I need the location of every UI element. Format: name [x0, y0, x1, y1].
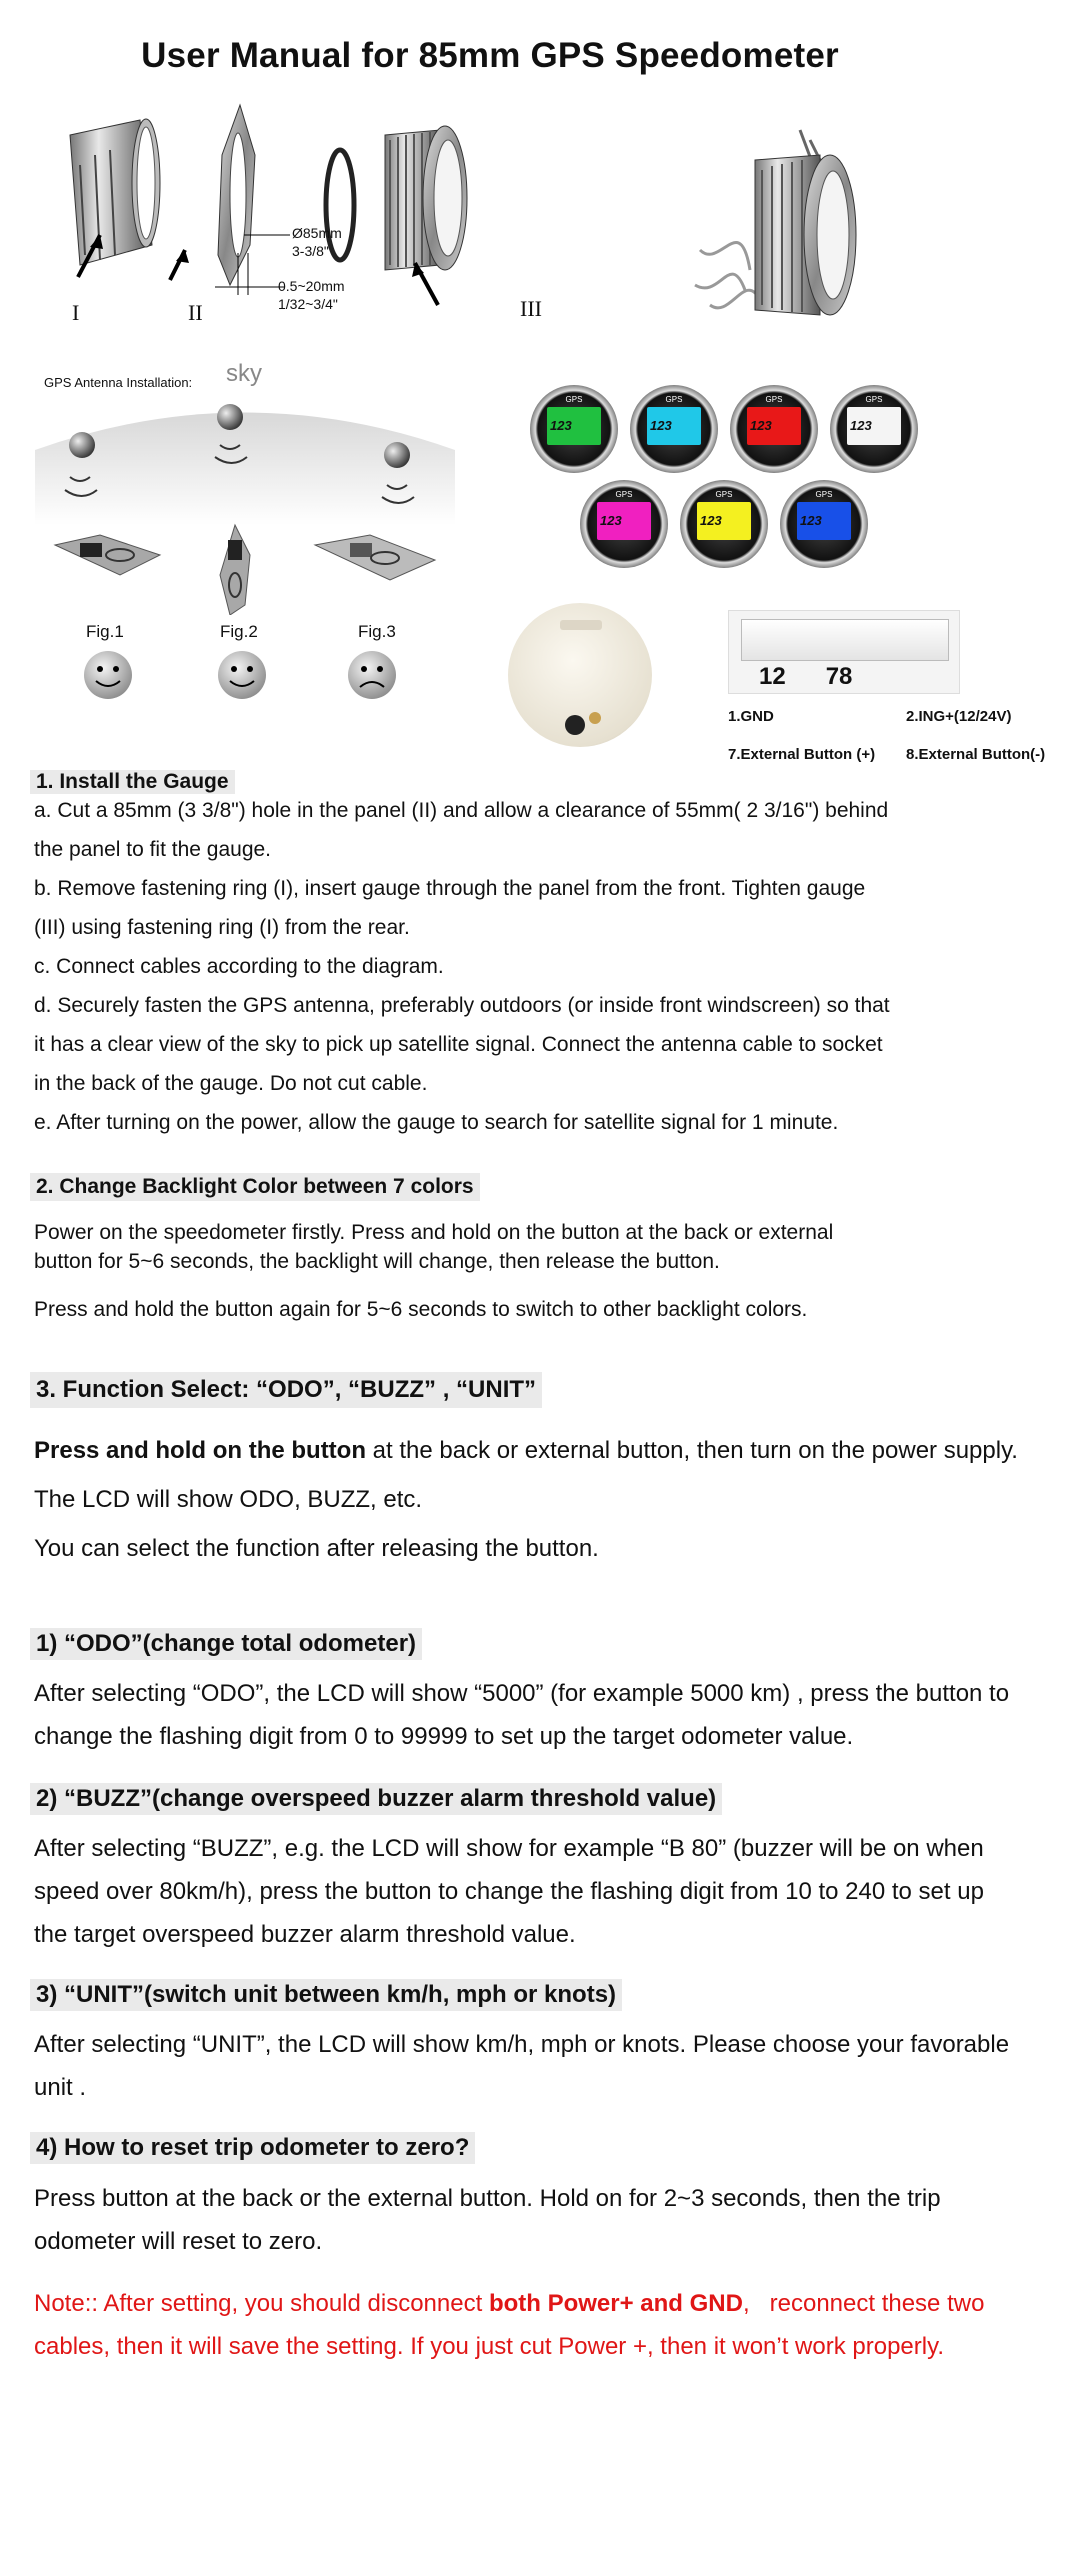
part-label-3: III [520, 296, 542, 321]
buzz-line2: speed over 80km/h), press the button to change the flashing digit from 10 to 240 to set up [34, 1878, 984, 1905]
antenna-installation-title: GPS Antenna Installation: [44, 375, 193, 390]
step-d-line2: it has a clear view of the sky to pick up satellite signal. Connect the antenna cable to socket [34, 1033, 883, 1056]
reset-line1: Press button at the back or the external button. Hold on for 2~3 seconds, then the trip [34, 2185, 941, 2212]
gauge-gps-tag: GPS [815, 490, 833, 499]
gauge-gps-tag: GPS [665, 395, 683, 404]
dimension-thickness: 0.5~20mm [278, 278, 345, 294]
step-e: e. After turning on the power, allow the gauge to search for satellite signal for 1 minute. [34, 1111, 839, 1134]
odo-body [34, 1672, 1054, 1758]
reset-body [34, 2177, 1054, 2263]
buzz-line1: After selecting “BUZZ”, e.g. the LCD will show for example “B 80” (buzzer will be on when [34, 1835, 984, 1862]
reset-line2: odometer will reset to zero. [34, 2228, 323, 2255]
pin-button-plus-label: 7.External Button (+) [728, 746, 876, 763]
gauge-gps-tag: GPS [615, 490, 633, 499]
dimension-diameter-inch: 3-3/8" [292, 243, 329, 259]
page-title: User Manual for 85mm GPS Speedometer [141, 36, 839, 75]
step-d-line1: d. Securely fasten the GPS antenna, preferably outdoors (or inside front windscreen) so that [34, 994, 890, 1017]
odo-line2: change the flashing digit from 0 to 99999 to set up the target odometer value. [34, 1723, 854, 1750]
pin-button-minus-label: 8.External Button(-) [906, 746, 1046, 763]
color-gauge [830, 385, 918, 473]
note-bold: both Power+ and GND [488, 2290, 743, 2317]
gauge-gps-tag: GPS [715, 490, 733, 499]
part-label-2: II [188, 300, 203, 325]
reset-heading: 4) How to reset trip odometer to zero? [30, 2132, 475, 2164]
connector-photo [728, 610, 960, 694]
step-a-line2: the panel to fit the gauge. [34, 838, 272, 861]
color-gauge [530, 385, 618, 473]
backlight-color-gauges [530, 385, 930, 565]
gauge-lcd-screen [647, 407, 701, 445]
note-post: , reconnect these two [742, 2290, 985, 2317]
smiley-faces [80, 645, 440, 705]
sky-label: sky [226, 360, 262, 387]
dimension-diameter: Ø85mm [292, 225, 342, 241]
section1-body [34, 791, 1054, 1142]
gauge-reading: 123 [650, 418, 672, 433]
section3-heading: 3. Function Select: “ODO”, “BUZZ” , “UNIT” [30, 1372, 542, 1408]
section2-heading: 2. Change Backlight Color between 7 colors [30, 1173, 480, 1201]
section3-body [34, 1426, 1054, 1573]
odo-heading: 1) “ODO”(change total odometer) [30, 1628, 422, 1660]
happy-face-icon [84, 651, 132, 699]
color-gauge [780, 480, 868, 568]
gauge-reading: 123 [550, 418, 572, 433]
step-b-line2: (III) using fastening ring (I) from the rear. [34, 916, 410, 939]
backlight-line3: Press and hold the button again for 5~6 seconds to switch to other backlight colors. [34, 1298, 808, 1321]
pin-ign-label: 2.ING+(12/24V) [906, 708, 1012, 725]
color-gauge [580, 480, 668, 568]
gauge-lcd-screen [697, 502, 751, 540]
o-ring-drawing [326, 150, 354, 260]
note-pre: Note:: After setting, you should disconnect [34, 2290, 489, 2317]
gauge-lcd-screen [797, 502, 851, 540]
connector-pin-numbers: 12 78 [759, 663, 853, 690]
happy-face-icon [218, 651, 266, 699]
buzz-heading: 2) “BUZZ”(change overspeed buzzer alarm threshold value) [30, 1783, 722, 1815]
fig2-label: Fig.2 [220, 622, 258, 641]
step-b-line1: b. Remove fastening ring (I), insert gauge through the panel from the front. Tighten gauge [34, 877, 866, 900]
part-label-1: I [72, 300, 80, 325]
fastening-ring-drawing [70, 119, 160, 265]
lcd-show-line: The LCD will show ODO, BUZZ, etc. [34, 1486, 423, 1513]
gauge-back-photo [505, 600, 655, 750]
gauge-reading: 123 [800, 513, 822, 528]
gauge-gps-tag: GPS [765, 395, 783, 404]
assembled-gauge-drawing [690, 100, 890, 330]
color-gauge [630, 385, 718, 473]
buzz-body [34, 1827, 1054, 1956]
unit-heading: 3) “UNIT”(switch unit between km/h, mph or knots) [30, 1979, 622, 2011]
sad-face-icon [348, 651, 396, 699]
note-line2: cables, then it will save the setting. If you just cut Power +, then it won’t work properly. [34, 2333, 944, 2360]
press-hold-rest: at the back or external button, then turn on the power supply. [366, 1437, 1018, 1464]
gauge-reading: 123 [700, 513, 722, 528]
gauge-lcd-screen [747, 407, 801, 445]
gauge-body-drawing [385, 126, 467, 270]
gauge-gps-tag: GPS [865, 395, 883, 404]
color-gauge [680, 480, 768, 568]
fig3-label: Fig.3 [358, 622, 396, 641]
gauge-reading: 123 [850, 418, 872, 433]
color-gauge [730, 385, 818, 473]
press-hold-bold: Press and hold on the button [34, 1437, 366, 1464]
pin-gnd-label: 1.GND [728, 708, 774, 725]
odo-line1: After selecting “ODO”, the LCD will show “5000” (for example 5000 km) , press the button to [34, 1680, 1010, 1707]
gauge-gps-tag: GPS [565, 395, 583, 404]
section2-body [34, 1218, 1054, 1276]
buzz-line3: the target overspeed buzzer alarm threshold value. [34, 1921, 576, 1948]
backlight-line1: Power on the speedometer firstly. Press and hold on the button at the back or external [34, 1221, 834, 1244]
unit-body [34, 2023, 1054, 2109]
dimension-thickness-inch: 1/32~3/4" [278, 296, 338, 312]
gauge-lcd-screen [847, 407, 901, 445]
gauge-reading: 123 [750, 418, 772, 433]
gauge-lcd-screen [547, 407, 601, 445]
antenna-placement-diagram [30, 395, 470, 615]
fig1-label: Fig.1 [86, 622, 124, 641]
gauge-lcd-screen [597, 502, 651, 540]
gauge-reading: 123 [600, 513, 622, 528]
panel-drawing [218, 105, 255, 285]
section1-heading: 1. Install the Gauge [30, 770, 235, 794]
select-function-line: You can select the function after releasing the button. [34, 1535, 599, 1562]
step-a-line1: a. Cut a 85mm (3 3/8") hole in the panel (II) and allow a clearance of 55mm( 2 3/16") behind [34, 799, 889, 822]
unit-line2: unit . [34, 2074, 87, 2101]
note-block [34, 2282, 1054, 2368]
unit-line1: After selecting “UNIT”, the LCD will show km/h, mph or knots. Please choose your favorable [34, 2031, 1010, 2058]
backlight-line2: button for 5~6 seconds, the backlight will change, then release the button. [34, 1250, 720, 1273]
step-d-line3: in the back of the gauge. Do not cut cable. [34, 1072, 428, 1095]
step-c: c. Connect cables according to the diagram. [34, 955, 444, 978]
